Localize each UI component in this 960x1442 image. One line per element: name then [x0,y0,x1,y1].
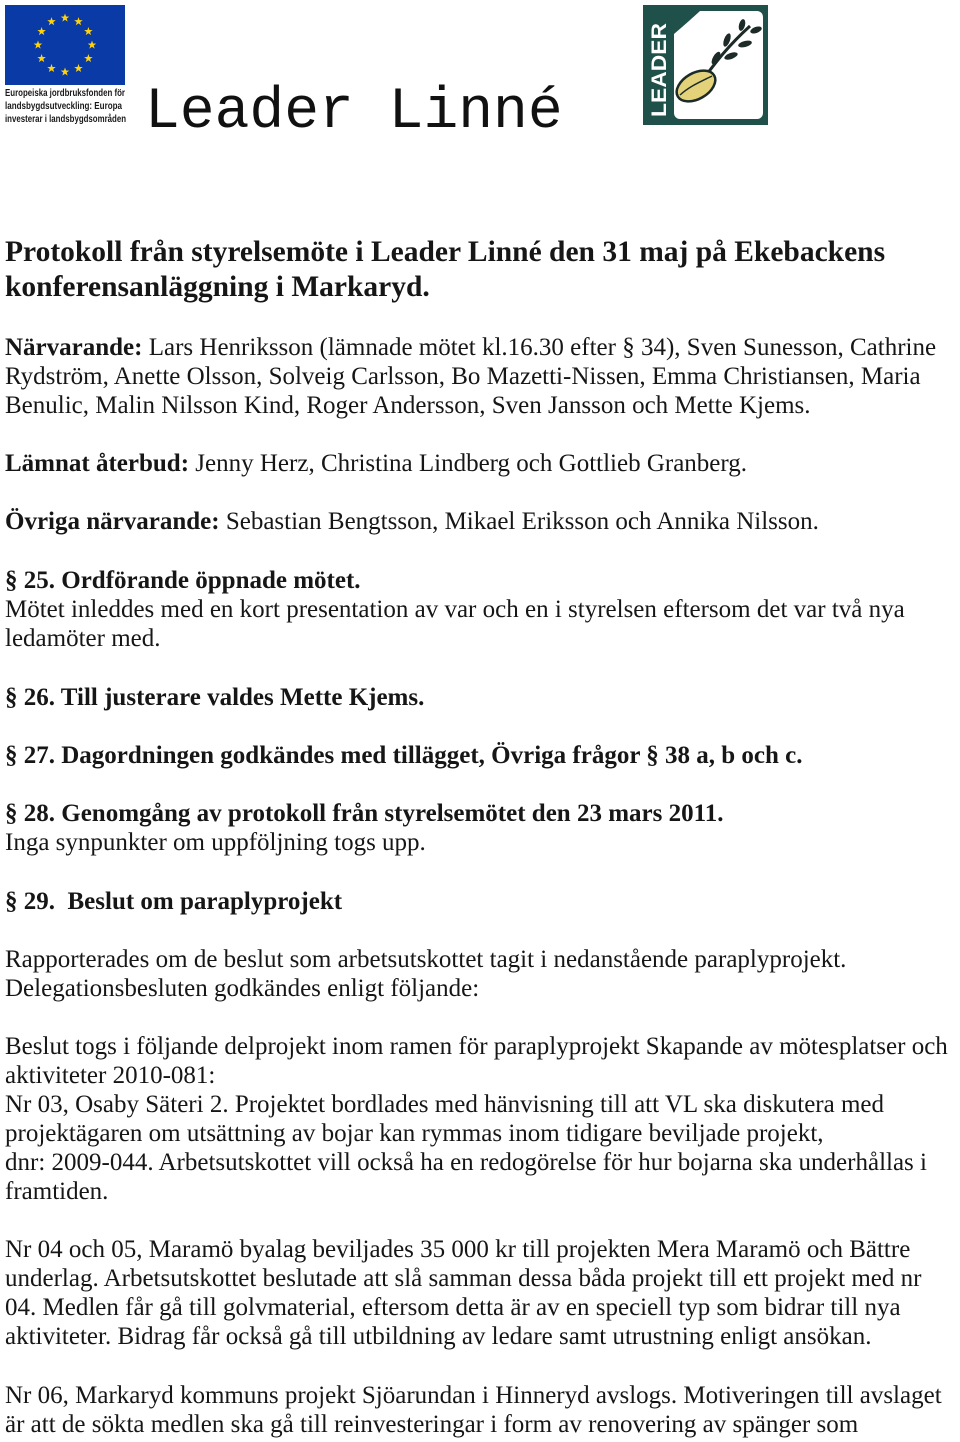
paragraph-line: 04. Medlen får gå till golvmaterial, eftersom detta är av en speciell typ som bidrar till nya [5,1294,901,1321]
paragraph-line: Rapporterades om de beslut som arbetsutskottet tagit i nedanstående paraplyprojekt. [5,946,847,973]
eu-caption-line: investerar i landsbygdsområden [5,114,159,125]
paragraph-line: Nr 06, Markaryd kommuns projekt Sjöarundan i Hinneryd avslogs. Motiveringen till avslaget [5,1382,942,1409]
title-line: konferensanläggning i Markaryd. [5,271,430,303]
section-heading: § 28. Genomgång av protokoll från styrelsemötet den 23 mars 2011. [5,800,724,827]
section-heading: § 27. Dagordningen godkändes med tillägget, Övriga frågor § 38 a, b och c. [5,742,803,769]
paragraph-line: Delegationsbesluten godkändes enligt följande: [5,975,480,1002]
paragraph-line: Nr 04 och 05, Maramö byalag beviljades 35 000 kr till projekten Mera Maramö och Bättre [5,1236,911,1263]
eu-caption-line: Europeiska jordbruksfonden för [5,88,126,99]
section-line: ledamöter med. [5,625,161,652]
eu-caption-line: landsbygdsutveckling: Europa [5,101,123,112]
absent-label: Lämnat återbud: [5,450,190,477]
attendees-line [5,333,936,362]
paragraph-line: framtiden. [5,1178,109,1205]
others-paragraph [5,507,819,536]
section-heading: § 25. Ordförande öppnade mötet. [5,567,361,594]
paragraph-nr-04-05 [5,1235,921,1351]
section-26 [5,683,424,712]
paragraph-line: Beslut togs i följande delprojekt inom ramen för paraplyprojekt Skapande av mötesplatser och [5,1033,948,1060]
attendees-line: Rydström, Anette Olsson, Solveig Carlsson, Bo Mazetti-Nissen, Emma Christiansen, Maria [5,363,921,390]
title-line: Protokoll från styrelsemöte i Leader Linné den 31 maj på Ekebackens [5,236,886,268]
paragraph-reported [5,945,846,1003]
site-title: Leader Linné [145,80,563,145]
paragraph-line: underlag. Arbetsutskottet beslutade att slå samman dessa båda projekt till ett projekt med nr [5,1265,922,1292]
paragraph-nr-06 [5,1381,942,1439]
section-29 [5,887,342,916]
eu-flag-logo [5,5,159,125]
section-line: Inga synpunkter om uppföljning togs upp. [5,829,426,856]
paragraph-line: projektägaren om utsättning av bojar kan rymmas inom tidigare beviljade projekt, [5,1120,824,1147]
paragraph-line: aktiviteter 2010-081: [5,1062,216,1089]
section-line: Mötet inleddes med en kort presentation av var och en i styrelsen eftersom det var två nya [5,596,905,623]
attendees-line: Benulic, Malin Nilsson Kind, Roger Andersson, Sven Jansson och Mette Kjems. [5,392,811,419]
attendees-paragraph [5,333,936,420]
attendees-text: Lars Henriksson (lämnade mötet kl.16.30 efter § 34), Sven Sunesson, Cathrine [148,334,937,361]
leader-logo [643,5,768,125]
section-heading: § 26. Till justerare valdes Mette Kjems. [5,684,425,711]
section-27 [5,741,802,770]
attendees-label: Närvarande: [5,334,143,361]
paragraph-line: Nr 03, Osaby Säteri 2. Projektet bordlades med hänvisning till att VL ska diskutera med [5,1091,885,1118]
absent-paragraph [5,449,747,478]
section-28 [5,799,723,857]
others-text: Sebastian Bengtsson, Mikael Eriksson och Annika Nilsson. [225,508,819,535]
document-title [5,235,885,305]
others-line [5,507,819,536]
paragraph-line: aktiviteter. Bidrag får också gå till utbildning av ledare samt utrustning enligt ansökan. [5,1323,872,1350]
absent-line [5,449,747,478]
paragraph-line: dnr: 2009-044. Arbetsutskottet vill också ha en redogörelse för hur bojarna ska underhållas i [5,1149,927,1176]
paragraph-decisions [5,1032,948,1206]
absent-text: Jenny Herz, Christina Lindberg och Gottlieb Granberg. [195,450,748,477]
section-heading: § 29. Beslut om paraplyprojekt [5,888,343,915]
section-25 [5,566,905,653]
leader-logo-text: LEADER [648,30,671,117]
paragraph-line: är att de sökta medlen ska gå till reinvesteringar i form av renovering av spänger som [5,1411,859,1438]
others-label: Övriga närvarande: [5,508,220,535]
